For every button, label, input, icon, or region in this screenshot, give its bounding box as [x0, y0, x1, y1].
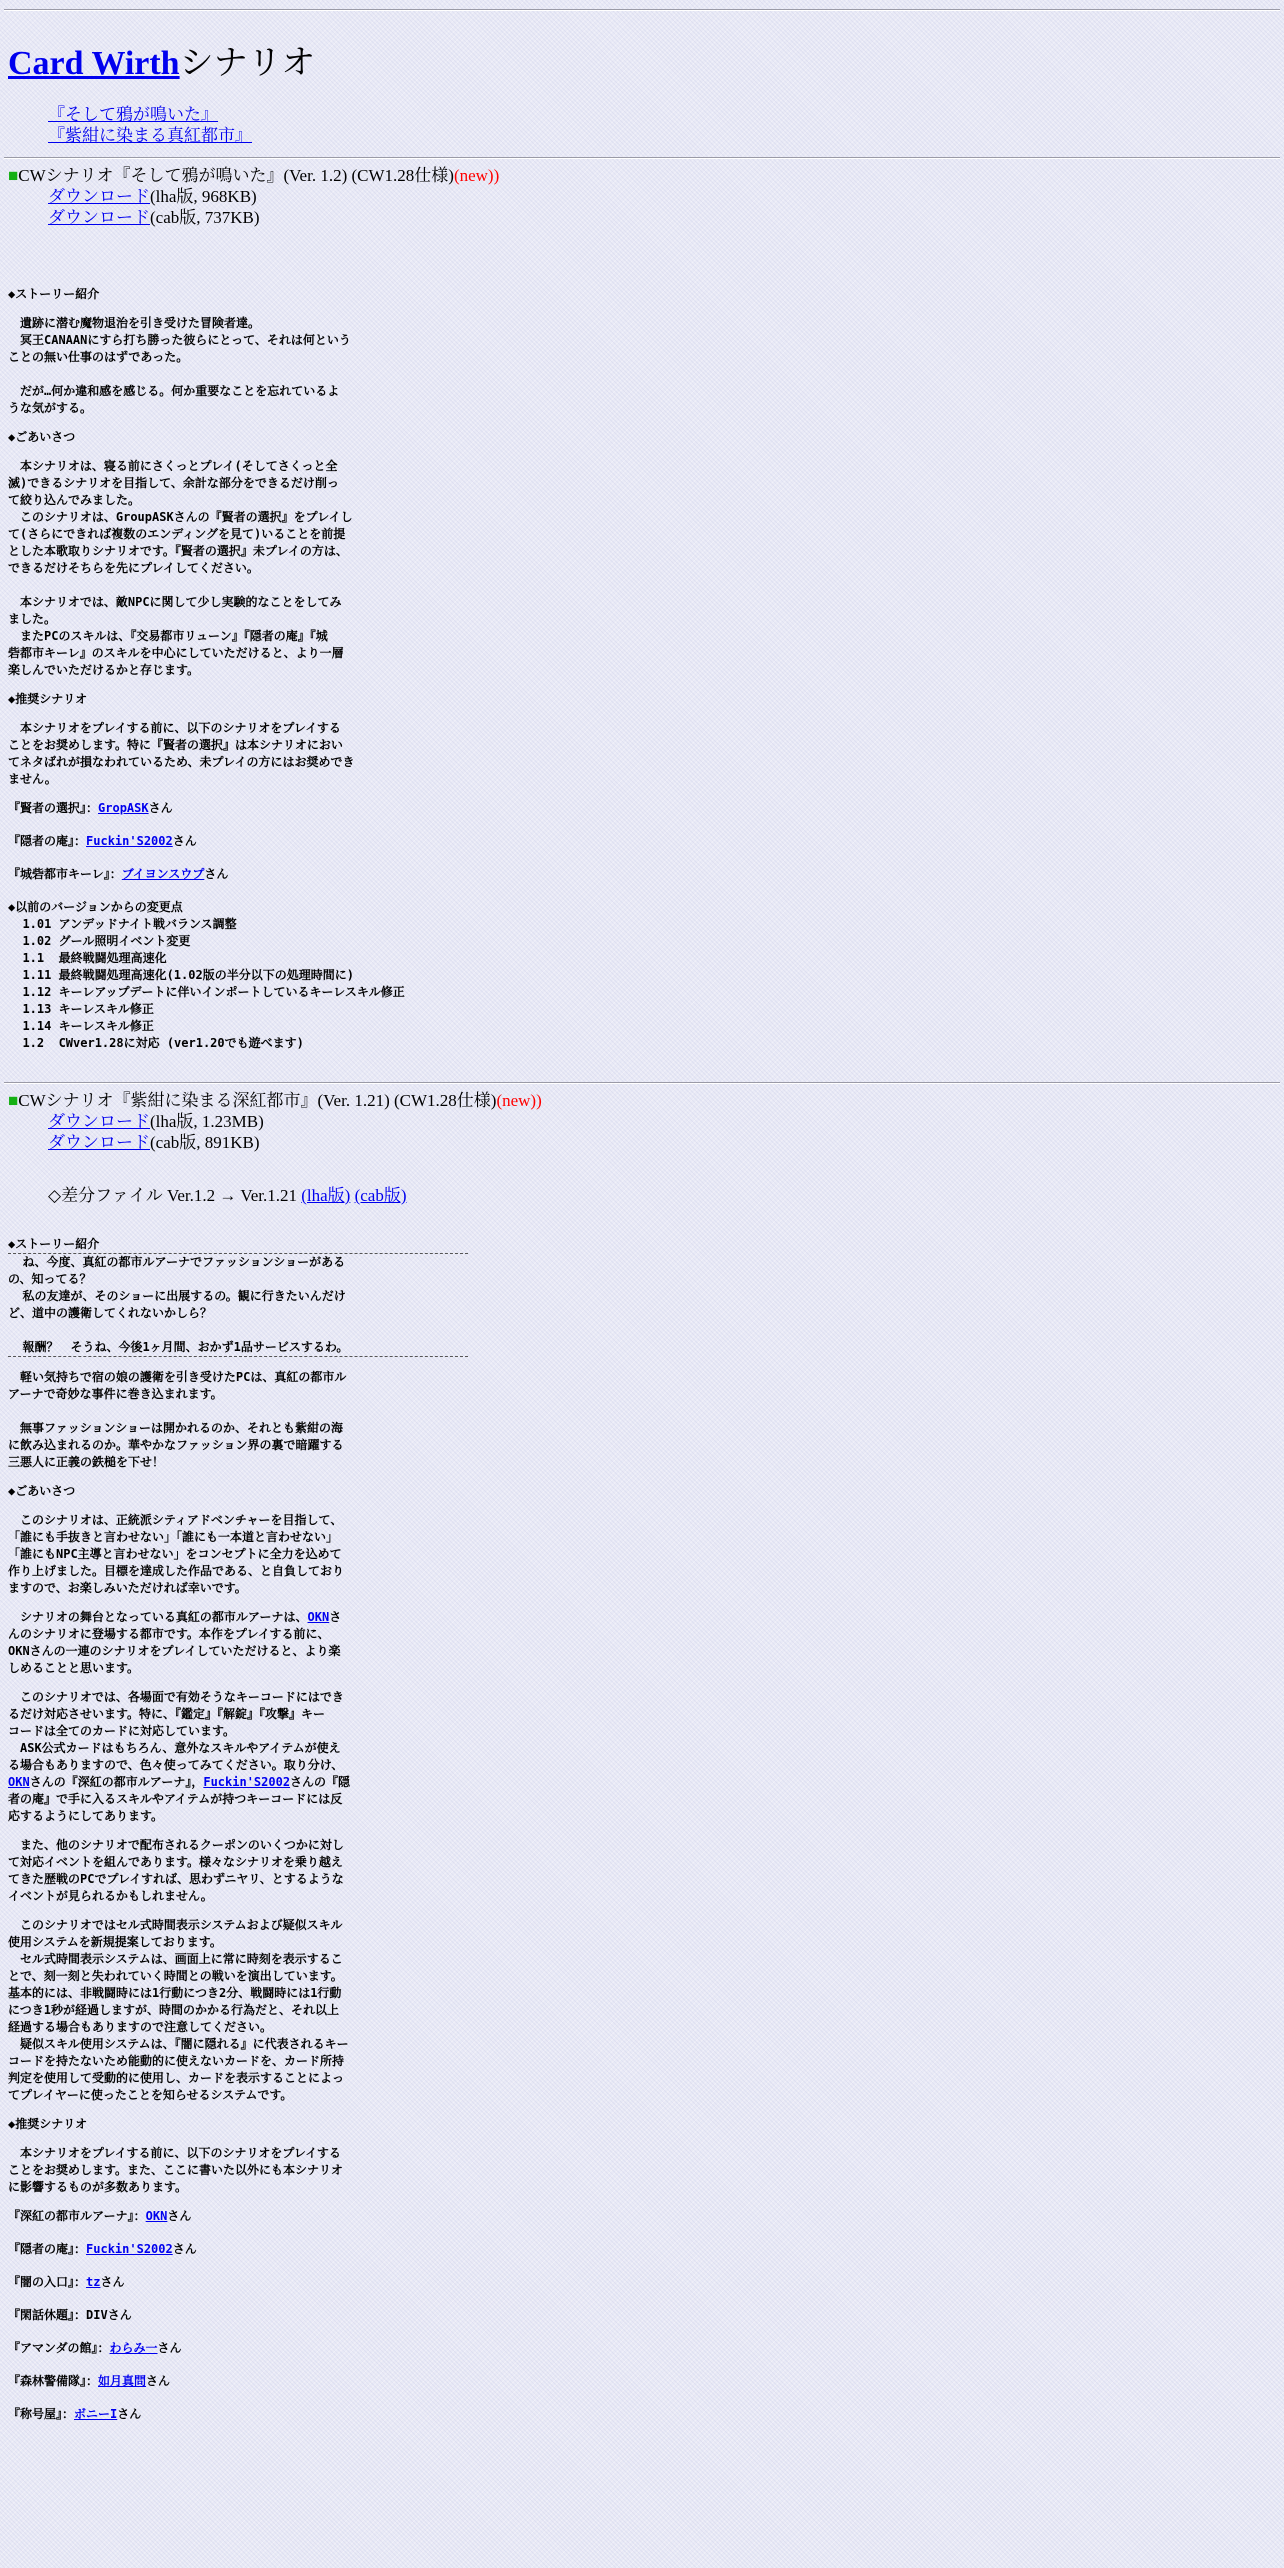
author-link[interactable]: ボニーI: [74, 2407, 118, 2421]
diff-cab-link[interactable]: (cab版): [354, 1186, 407, 1205]
greeting-text-3: このシナリオでは、各場面で有効そうなキーコードにはでき るだけ対応させいます。特に、『鑑定』『解錠』『攻撃』キー コードは全てのカードに対応しています。 ASK公式カードはもちろん、意外なスキルやアイテムが使え る場合もありますので、色々使ってみてください。取り分け、 OKNさんの『深紅の都市ルアーナ』，Fuckin'S2002さんの『隠 者の庵』で手に入るスキルやアイテムが持つキーコードには反 応するようにしてあります。: [8, 1690, 351, 1823]
changes-list: 1.01 アンデッドナイト戦バランス調整 1.02 グール照明イベント変更 1.1 最終戦闘処理高速化 1.11 最終戦闘処理高速化(1.02版の半分以下の処理時間に) 1.12 キーレアップデートに伴いインポートしているキーレスキル修正 1.13 キーレスキル修正 1.14 キーレスキル修正 1.2 CWver1.28に対応 (ver1.20でも遊べます): [22, 917, 405, 1050]
author-link[interactable]: ブイヨンスウプ: [121, 867, 205, 881]
story-text: 遺跡に潜む魔物退治を引き受けた冒険者達。 冥王CANAANにすら打ち勝った彼らにとって、それは何という ことの無い仕事のはずであった。 だが…何か違和感を感じる。何か重要なことを忘れているよ うな気がする。: [8, 316, 351, 415]
changes-heading: ◆以前のバージョンからの変更点: [8, 900, 183, 914]
page-title-suffix: シナリオ: [179, 43, 316, 83]
new-badge: (new)): [496, 1091, 542, 1110]
recommend-heading: ◆推奨シナリオ: [8, 692, 88, 706]
green-square-icon: ■: [8, 1091, 19, 1110]
scenario2-heading: [8, 1090, 1284, 1111]
download-link[interactable]: ダウンロード: [48, 187, 150, 206]
author-name: DIV: [86, 2308, 108, 2322]
greeting-text-2: シナリオの舞台となっている真紅の都市ルアーナは、OKNさ んのシナリオに登場する都市です。本作をプレイする前に、 OKNさんの一連のシナリオをプレイしていただけると、より楽 しめることと思います。: [8, 1610, 342, 1675]
rec-item: 『賢者の選択』：GropASKさん: [8, 801, 173, 815]
greeting-text-1: このシナリオは、正統派シティアドベンチャーを目指して、 「誰にも手抜きと言わせない」「誰にも一本道と言わせない」 「誰にもNPC主導と言わせない」をコンセプトに全力を込めて 作り上げました。目標を達成した作品である、と自負しており ますので、お楽しみいただければ幸いです。: [8, 1513, 345, 1595]
diff-lha-link[interactable]: (lha版): [301, 1186, 351, 1205]
rec-item: 『称号屋』：ボニーIさん: [8, 2407, 142, 2421]
download-link[interactable]: ダウンロード: [48, 208, 150, 227]
recommend-heading: ◆推奨シナリオ: [8, 2117, 88, 2131]
scenario1-heading: [8, 165, 1284, 186]
story-heading: ◆ストーリー紹介: [8, 1237, 100, 1251]
author-link[interactable]: tz: [86, 2275, 101, 2289]
toc-link-scenario2[interactable]: 『紫紺に染まる真紅都市』: [48, 126, 252, 145]
author-link[interactable]: GropASK: [98, 801, 149, 815]
top-divider: [4, 9, 1280, 11]
scenario1-title: CWシナリオ『そして鴉が鳴いた』(Ver. 1.2) (CW1.28仕様): [18, 166, 454, 185]
green-square-icon: ■: [8, 166, 19, 185]
rec-item: 『森林警備隊』：如月真問さん: [8, 2374, 171, 2388]
fuckin-link[interactable]: Fuckin'S2002: [203, 1775, 291, 1789]
rec-item: 『アマンダの館』：わらみ一さん: [8, 2341, 182, 2355]
rec-item: 『隠者の庵』：Fuckin'S2002さん: [8, 2242, 197, 2256]
scenario1-download-lha: [48, 186, 1284, 207]
greeting-text-4: また、他のシナリオで配布されるクーポンのいくつかに対し て対応イベントを組んであります。様々なシナリオを乗り越え てきた歴戦のPCでプレイすれば、思わずニヤリ、とするような イベントが見られるかもしれません。: [8, 1838, 344, 1903]
scenario2-download-cab: [48, 1132, 1284, 1153]
rec-item: 『深紅の都市ルアーナ』：OKNさん: [8, 2209, 192, 2223]
author-link[interactable]: OKN: [145, 2209, 168, 2223]
greeting-heading: ◆ごあいさつ: [8, 1484, 76, 1498]
rec-item: 『隠者の庵』：Fuckin'S2002さん: [8, 834, 197, 848]
recommend-text: 本シナリオをプレイする前に、以下のシナリオをプレイする ことをお奨めします。特に『賢者の選択』は本シナリオにおい てネタばれが損なわれているため、未プレイの方にはお奨めでき ません。: [8, 721, 355, 786]
greeting-heading: ◆ごあいさつ: [8, 430, 76, 444]
download-info: (lha版, 968KB): [150, 187, 257, 206]
author-link[interactable]: 如月真問: [98, 2374, 147, 2388]
toc-link-scenario1[interactable]: 『そして鴉が鳴いた』: [48, 105, 218, 124]
story-quote: ね、今度、真紅の都市ルアーナでファッションショーがある の、知ってる？ 私の友達が、そのショーに出展するの。観に行きたいんだけ ど、道中の護衛してくれないかしら？ 報酬？ そうね、今後1ヶ月間、おかず1品サービスするわ。: [8, 1255, 349, 1354]
scenario2-title: CWシナリオ『紫紺に染まる深紅都市』(Ver. 1.21) (CW1.28仕様): [18, 1091, 497, 1110]
page-title: [8, 41, 1284, 86]
download-info: (lha版, 1.23MB): [150, 1112, 264, 1131]
rec-item: 『閑話休題』：DIVさん: [8, 2308, 132, 2322]
author-link[interactable]: Fuckin'S2002: [86, 2242, 173, 2256]
scenario2-download-lha: [48, 1111, 1284, 1132]
download-link[interactable]: ダウンロード: [48, 1112, 150, 1131]
table-of-contents: [48, 104, 1284, 146]
greeting-text-5: このシナリオではセル式時間表示システムおよび疑似スキル 使用システムを新規提案しております。 セル式時間表示システムは、画面上に常に時刻を表示するこ とで、刻一刻と失われていく時間との戦いを演出しています。 基本的には、非戦闘時には1行動につき2分、戦闘時には1行動 につき1秒が経過しますが、時間のかかる行為だと、それ以上 経過する場合もありますので注意してください。 疑似スキル使用システムは、『闇に隠れる』に代表されるキー コードを持たないため能動的に使えないカードを、カード所持 判定を使用して受動的に使用し、カードを表示することによっ てプレイヤーに使ったことを知らせるシステムです。: [8, 1918, 349, 2102]
author-link[interactable]: わらみ一: [109, 2341, 158, 2355]
recommend-text: 本シナリオをプレイする前に、以下のシナリオをプレイする ことをお奨めします。また、ここに書いた以外にも本シナリオ に影響するものが多数あります。: [8, 2146, 343, 2194]
story-heading: ◆ストーリー紹介: [8, 287, 100, 301]
story-text: 軽い気持ちで宿の娘の護衛を引き受けたPCは、真紅の都市ル アーナで奇妙な事件に巻き込まれます。 無事ファッションショーは開かれるのか、それとも紫紺の海 に飲み込まれるのか。華やかなファッション界の裏で暗躍する 三悪人に正義の鉄槌を下せ！: [8, 1370, 347, 1469]
okn-link[interactable]: OKN: [307, 1610, 330, 1624]
download-info: (cab版, 891KB): [150, 1133, 260, 1152]
card-wirth-link[interactable]: Card Wirth: [8, 45, 180, 82]
author-link[interactable]: Fuckin'S2002: [86, 834, 173, 848]
diff-file-line: ◇差分ファイル Ver.1.2 → Ver.1.21 (lha版) (cab版): [48, 1186, 407, 1205]
rec-item: 『闇の入口』：tzさん: [8, 2275, 125, 2289]
okn-link[interactable]: OKN: [8, 1775, 30, 1789]
download-link[interactable]: ダウンロード: [48, 1133, 150, 1152]
download-info: (cab版, 737KB): [150, 208, 260, 227]
greeting-text: 本シナリオは、寝る前にさくっとプレイ(そしてさくっと全 滅)できるシナリオを目指して、余計な部分をできるだけ削っ て絞り込んでみました。 このシナリオは、GroupASKさんの『賢者の選択』をプレイし て(さらにできれば複数のエンディングを見て)いることを前提 とした本歌取りシナリオです。『賢者の選択』未プレイの方は、 できるだけそちらを先にプレイしてください。 本シナリオでは、敵NPCに関して少し実験的なことをしてみ ました。 またPCのスキルは、『交易都市リューン』『隠者の庵』『城 砦都市キーレ』のスキルを中心にしていただけると、より一層 楽しんでいただけるかと存じます。: [8, 459, 353, 677]
scenario1-download-cab: [48, 207, 1284, 228]
rec-item: 『城砦都市キーレ』：ブイヨンスウプさん: [8, 867, 229, 881]
new-badge: (new)): [453, 166, 500, 185]
